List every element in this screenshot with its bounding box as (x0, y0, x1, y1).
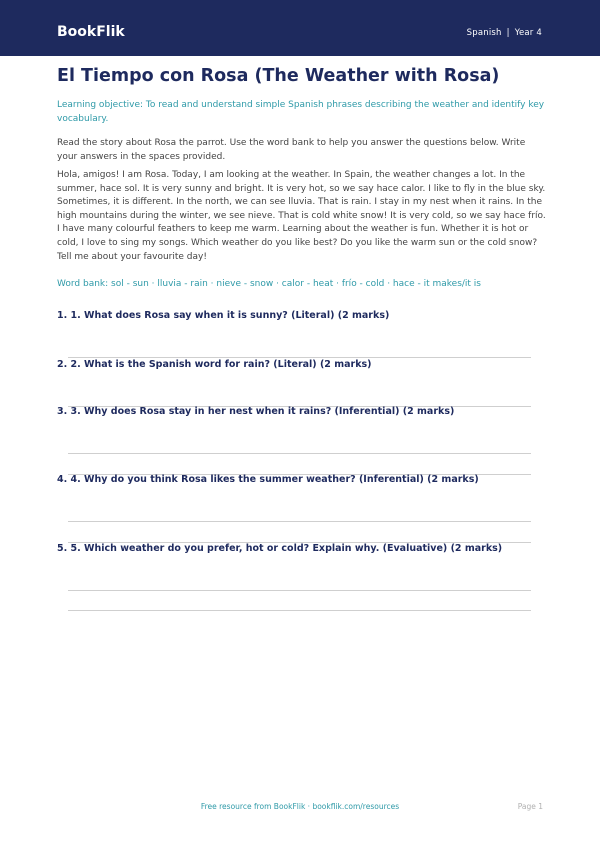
answer-line-4a[interactable] (68, 521, 531, 522)
page-title: El Tiempo con Rosa (The Weather with Rosa) (57, 66, 500, 86)
subject-label: Spanish (466, 28, 502, 38)
question-2: 2. 2. What is the Spanish word for rain? (Literal) (2 marks) (57, 359, 372, 370)
answer-line-5a[interactable] (68, 590, 531, 591)
question-4: 4. 4. Why do you think Rosa likes the summer weather? (Inferential) (2 marks) (57, 474, 479, 485)
subject-year-label (467, 26, 542, 40)
header-bar (0, 0, 600, 56)
question-1: 1. 1. What does Rosa say when it is sunny? (Literal) (2 marks) (57, 310, 390, 321)
page-number: Page 1 (517, 802, 543, 811)
learning-objective: Learning objective: To read and understand simple Spanish phrases describing the weather and identify key vocabulary. (57, 100, 545, 124)
brand-logo: BookFlik (57, 24, 125, 40)
word-bank: Word bank: sol - sun · lluvia - rain · nieve - snow · calor - heat · frío - cold · hace - it makes/it is (57, 279, 481, 289)
question-3: 3. 3. Why does Rosa stay in her nest when it rains? (Inferential) (2 marks) (57, 406, 455, 417)
story-text: Hola, amigos! I am Rosa. Today, I am looking at the weather. In Spain, the weather changes a lot. In the summer, hace sol. It is very sunny and bright. It is very hot, so we say hace calor. I like to fly in the blue sky. Sometimes, it is different. In the north, we can see lluvia. That is rain. I stay in my nest when it rains. In the high mountains during the winter, we see nieve. That is cold white snow! It is very cold, so we say hace frío. I have many colourful feathers to keep me warm. Learning about the weather is fun. Whether it is hot or cold, I love to sing my songs. Which weather do you like best? Do you like the warm sun or the cold snow? Tell me about your favourite day! (57, 170, 546, 262)
footer-credit: Free resource from BookFlik · bookflik.com/resources (200, 802, 400, 811)
answer-line-3a[interactable] (68, 453, 531, 454)
instructions-text: Read the story about Rosa the parrot. Use the word bank to help you answer the questions below. Write your answers in the spaces provided. (57, 138, 526, 162)
year-label: Year 4 (514, 28, 542, 38)
answer-line-5b[interactable] (68, 610, 531, 611)
question-5: 5. 5. Which weather do you prefer, hot or cold? Explain why. (Evaluative) (2 marks) (57, 543, 503, 554)
meta-separator: | (506, 28, 510, 38)
